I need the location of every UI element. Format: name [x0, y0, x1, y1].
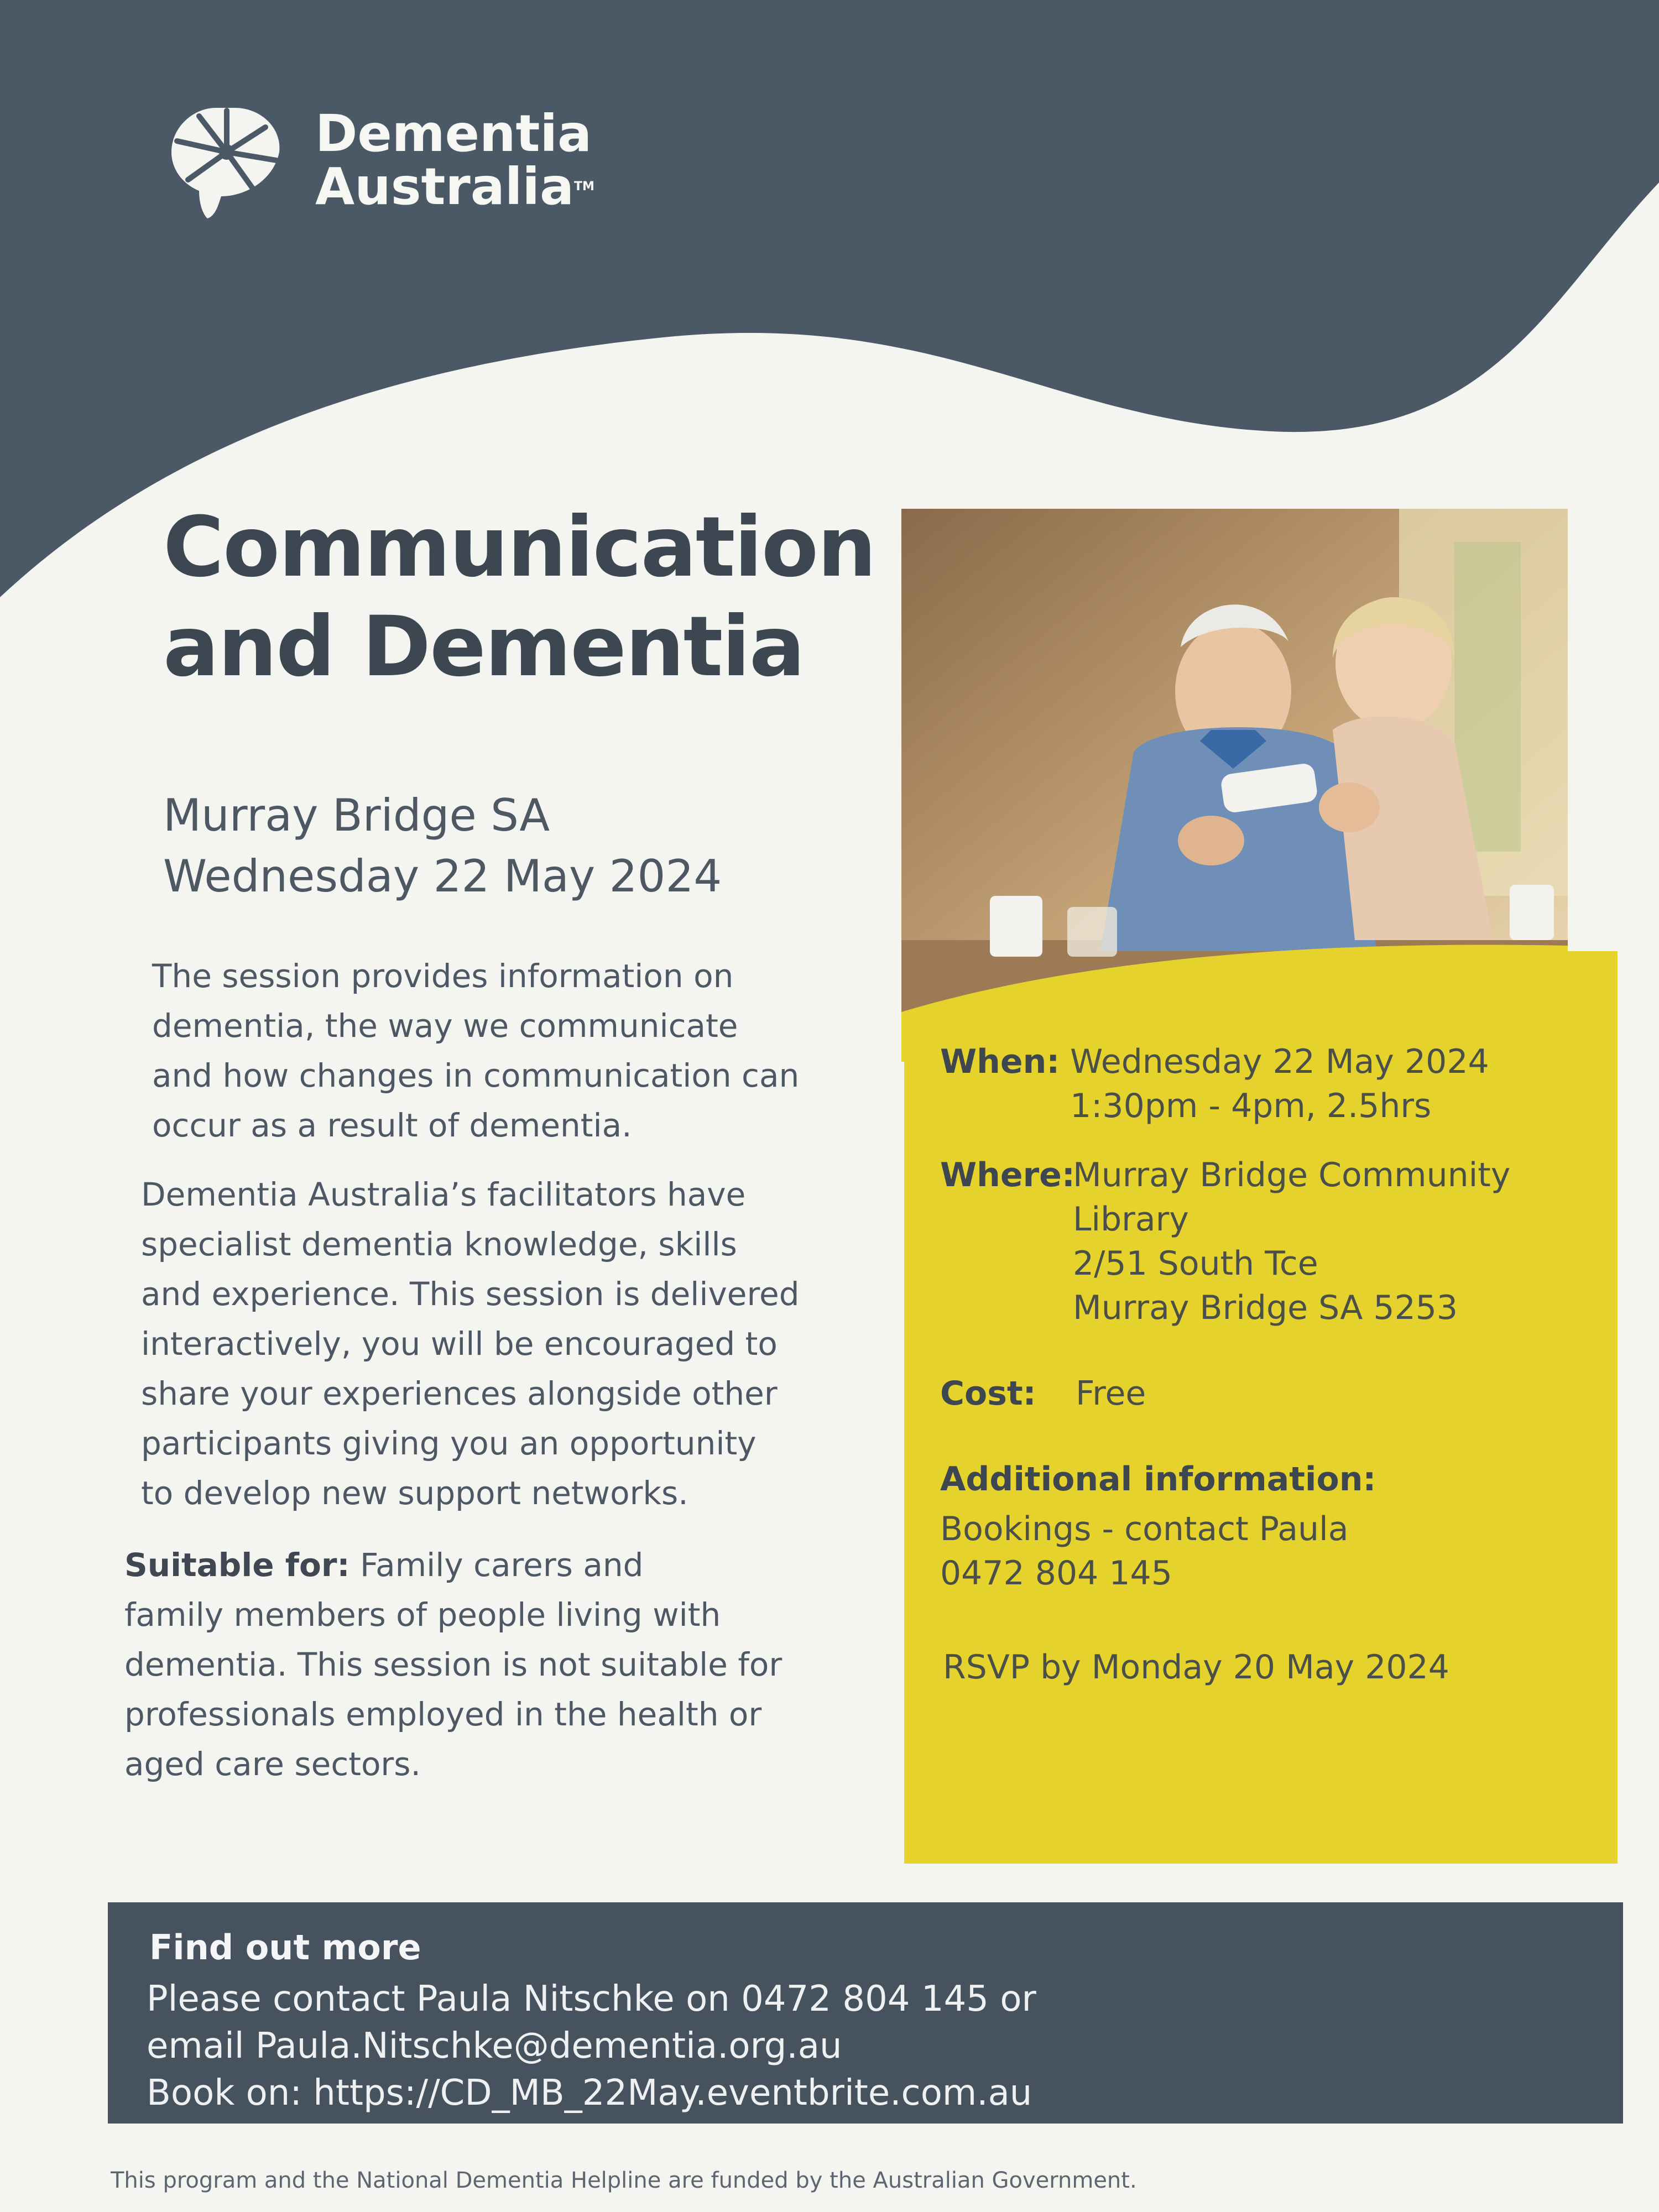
text-line: and experience. This session is delivered — [141, 1275, 800, 1313]
dementia-australia-logo — [155, 97, 594, 224]
logo-line-1: Dementia — [315, 104, 592, 163]
additional-info-label: Additional information: — [940, 1460, 1376, 1499]
footer-title: Find out more — [149, 1927, 421, 1968]
where-line: Library — [1073, 1200, 1189, 1239]
when-time: 1:30pm - 4pm, 2.5hrs — [1070, 1087, 1432, 1125]
text-line — [124, 1540, 843, 1590]
cost-value: Free — [1076, 1374, 1146, 1413]
logo-line-2: Australia™ — [315, 157, 594, 216]
where-line: 2/51 South Tce — [1073, 1244, 1318, 1283]
page-title — [163, 498, 882, 697]
text-line: The session provides information on — [152, 957, 734, 995]
text-line: participants giving you an opportunity — [141, 1425, 757, 1462]
event-location-date — [163, 785, 882, 907]
where-value — [1073, 1153, 1510, 1330]
cost-label: Cost: — [940, 1374, 1036, 1413]
contact-email-line: email Paula.Nitschke@dementia.org.au — [147, 2026, 842, 2067]
funding-note: This program and the National Dementia Helpline are funded by the Australian Government. — [111, 2168, 1137, 2193]
where-line: Murray Bridge Community — [1073, 1156, 1511, 1194]
where-label: Where: — [940, 1156, 1075, 1194]
couple-with-phone-photo — [901, 509, 1568, 1062]
booking-url-line: Book on: https://CD_MB_22May.eventbrite.com.au — [147, 2073, 1032, 2114]
text-line: professionals employed in the health or — [124, 1695, 762, 1733]
event-location: Murray Bridge SA — [163, 790, 550, 841]
text-line: to develop new support networks. — [141, 1474, 688, 1512]
bookings-phone: 0472 804 145 — [940, 1554, 1172, 1593]
when-label: When: — [940, 1042, 1060, 1081]
description-paragraph-1 — [152, 951, 871, 1150]
text-line: family members of people living with — [124, 1596, 721, 1634]
text-line: and how changes in communication can — [152, 1057, 800, 1094]
when-value — [1070, 1040, 1489, 1128]
when-block — [940, 1040, 1060, 1084]
additional-info-block — [940, 1457, 1376, 1595]
logo-wordmark — [315, 104, 594, 216]
title-line-2: and Dementia — [163, 599, 805, 695]
text-line: Dementia Australia’s facilitators have — [141, 1176, 746, 1213]
when-date: Wednesday 22 May 2024 — [1070, 1042, 1489, 1081]
text-line: dementia, the way we communicate — [152, 1007, 738, 1045]
rsvp-text: RSVP by Monday 20 May 2024 — [943, 1648, 1449, 1687]
where-block — [940, 1153, 1075, 1197]
text-line: aged care sectors. — [124, 1745, 421, 1783]
text-line: dementia. This session is not suitable for — [124, 1646, 782, 1683]
where-line: Murray Bridge SA 5253 — [1073, 1288, 1458, 1327]
contact-phone-line: Please contact Paula Nitschke on 0472 804 145 or — [147, 1979, 1036, 2020]
text-line: share your experiences alongside other — [141, 1375, 778, 1412]
text-line: interactively, you will be encouraged to — [141, 1325, 778, 1363]
brain-flower-logo-icon — [155, 97, 299, 224]
bookings-line: Bookings - contact Paula — [940, 1510, 1349, 1548]
trademark-symbol: TM — [574, 180, 594, 194]
title-line-1: Communication — [163, 499, 875, 596]
suitable-for-paragraph — [124, 1540, 843, 1789]
event-date: Wednesday 22 May 2024 — [163, 851, 722, 902]
text-line: specialist dementia knowledge, skills — [141, 1225, 737, 1263]
description-paragraph-2 — [141, 1170, 860, 1518]
text-line: occur as a result of dementia. — [152, 1107, 632, 1144]
cost-label-block — [940, 1371, 1036, 1416]
suitable-text: Family carers and — [349, 1546, 644, 1584]
find-out-more-footer — [108, 1902, 1623, 2124]
suitable-for-label: Suitable for: — [124, 1546, 350, 1584]
